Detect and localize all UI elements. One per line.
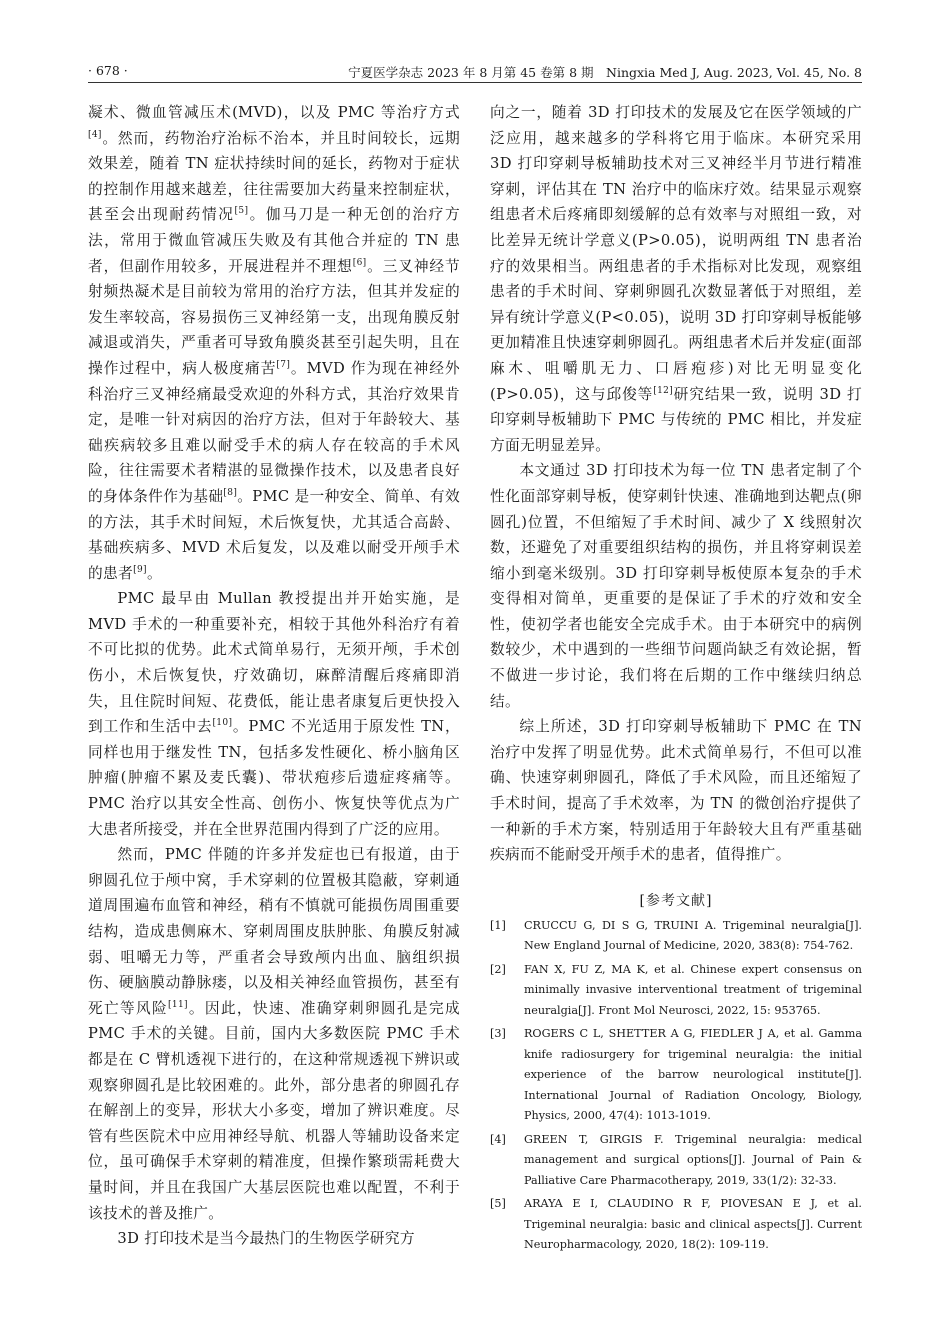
journal-citation: 宁夏医学杂志 2023 年 8 月第 45 卷第 8 期 Ningxia Med J, Aug. 2023, Vol. 45, No. 8 <box>348 65 862 80</box>
citation-ref: [5] <box>234 206 249 217</box>
reference-number: [1] <box>490 918 506 932</box>
reference-item <box>490 960 862 1022</box>
reference-text: GREEN T, GIRGIS F. Trigeminal neuralgia: medical management and surgical options[J]. Journal of Pain & Palliative Care Pharmacotherapy, 2019, 33(1/2): 32-33. <box>524 1132 862 1187</box>
paragraph: 本文通过 3D 打印技术为每一位 TN 患者定制了个性化面部穿刺导板，使穿刺针快速、准确地到达靶点(卵圆孔)位置，不但缩短了手术时间、减少了 X 线照射次数，还避免了对重要组织结构的损伤，并且将穿刺误差缩小到毫米级别。3D 打印穿刺导板使原本复杂的手术变得相对简单，更重要的是保证了手术的疗效和安全性，使初学者也能安全完成手术。由于本研究中的病例数较少，术中遇到的一些细节问题尚缺乏有效论据，暂不做进一步讨论，我们将在后期的工作中继续归纳总结。 <box>490 462 862 710</box>
reference-number: [5] <box>490 1197 506 1211</box>
reference-number: [3] <box>490 1027 506 1041</box>
paragraph: PMC 最早由 Mullan 教授提出并开始实施，是 MVD 手术的一种重要补充，相较于其他外科治疗有着不可比拟的优势。此术式简单易行，无须开颅，手术创伤小，术后恢复快，疗效确切，麻醉清醒后疼痛即消失，且住院时间短、花费低，能让患者康复后更快投入到工作和生活中去[10]。PMC 不光适用于原发性 TN，同样也用于继发性 TN，包括多发性硬化、桥小脑角区肿瘤(肿瘤不累及麦氏囊)、带状疱疹后遗症疼痛等。PMC 治疗以其安全性高、创伤小、恢复快等优点为广大患者所接受，并在全世界范围内得到了广泛的应用。 <box>88 590 460 838</box>
right-column <box>490 100 862 1259</box>
page-number: · 678 · <box>88 63 128 78</box>
reference-text: CRUCCU G, DI S G, TRUINI A. Trigeminal neuralgia[J]. New England Journal of Medicine, 2020, 383(8): 754-762. <box>524 918 862 953</box>
paragraph: 综上所述，3D 打印穿刺导板辅助下 PMC 在 TN 治疗中发挥了明显优势。此术式简单易行，不但可以准确、快速穿刺卵圆孔，降低了手术风险，而且还缩短了手术时间，提高了手术效率，为 TN 的微创治疗提供了一种新的手术方案，特别适用于年龄较大且有严重基础疾病而不能耐受开颅手术的患者，值得推广。 <box>490 718 862 864</box>
reference-item <box>490 1024 862 1127</box>
citation-ref: [11] <box>168 999 188 1010</box>
references-title: [参考文献] <box>639 892 713 909</box>
paragraph: 凝术、微血管减压术(MVD)，以及 PMC 等治疗方式[4]。然而，药物治疗治标不治本，并且时间较长，远期效果差，随着 TN 症状持续时间的延长，药物对于症状的控制作用越来越差，往往需要加大药量来控制症状，甚至会出现耐药情况[5]。伽马刀是一种无创的治疗方法，常用于微血管减压失败及有其他合并症的 TN 患者，但副作用较多，开展进程并不理想[6]。三叉神经节射频热凝术是目前较为常用的治疗方法，但其并发症的发生率较高，容易损伤三叉神经第一支，出现角膜反射减退或消失，严重者可导致角膜炎甚至引起失明，且在操作过程中，病人极度痛苦[7]。MVD 作为现在神经外科治疗三叉神经痛最受欢迎的外科方式，其治疗效果肯定，是唯一针对病因的治疗方法，但对于年龄较大、基础疾病较多且难以耐受手术的病人存在较高的手术风险，往往需要术者精湛的显微操作技术，以及患者良好的身体条件作为基础[8]。PMC 是一种安全、简单、有效的方法，其手术时间短，术后恢复快，尤其适合高龄、基础疾病多、MVD 术后复发，以及难以耐受开颅手术的患者[9]。 <box>88 104 460 582</box>
reference-text: ARAYA E I, CLAUDINO R F, PIOVESAN E J, et al. Trigeminal neuralgia: basic and clinical aspects[J]. Current Neuropharmacology, 2020, 18(2): 109-119. <box>524 1197 862 1252</box>
reference-item <box>490 1130 862 1192</box>
paragraph: 然而，PMC 伴随的许多并发症也已有报道，由于卵圆孔位于颅中窝，手术穿刺的位置极其隐蔽，穿刺通道周围遍布血管和神经，稍有不慎就可能损伤周围重要结构，造成患侧麻木、穿刺周围皮肤肿胀、角膜反射减弱、咀嚼无力等，严重者会导致颅内出血、脑组织损伤、硬脑膜动静脉瘘，以及相关神经血管损伤，甚至有死亡等风险[11]。因此，快速、准确穿刺卵圆孔是完成 PMC 手术的关键。目前，国内大多数医院 PMC 手术都是在 C 臂机透视下进行的，在这种常规透视下辨识或观察卵圆孔是比较困难的。此外，部分患者的卵圆孔存在解剖上的变异，形状大小多变，增加了辨识难度。尽管有些医院术中应用神经导航、机器人等辅助设备来定位，虽可确保手术穿刺的精准度，但操作繁琐需耗费大量时间，并且在我国广大基层医院也难以配置，不利于该技术的普及推广。 <box>88 846 460 1222</box>
reference-number: [2] <box>490 962 506 976</box>
reference-list <box>490 916 862 1256</box>
citation-ref: [8] <box>223 488 238 499</box>
paragraph: 向之一，随着 3D 打印技术的发展及它在医学领域的广泛应用，越来越多的学科将它用于临床。本研究采用 3D 打印穿刺导板辅助技术对三叉神经半月节进行精准穿刺，评估其在 TN 治疗中的临床疗效。结果显示观察组患者术后疼痛即刻缓解的总有效率与对照组一致，对比差异无统计学意义(P>0.05)，说明两组 TN 患者治疗的效果相当。两组患者的手术指标对比发现，观察组患者的手术时间、穿刺卵圆孔次数显著低于对照组，差异有统计学意义(P<0.05)，说明 3D 打印穿刺导板能够更加精准且快速穿刺卵圆孔。两组患者术后并发症(面部麻木、咀嚼肌无力、口唇疱疹)对比无明显变化(P>0.05)，这与邱俊等[12]研究结果一致，说明 3D 打印穿刺导板辅助下 PMC 与传统的 PMC 相比，并发症方面无明显差异。 <box>490 104 862 454</box>
paragraph: 3D 打印技术是当今最热门的生物医学研究方 <box>117 1230 415 1248</box>
left-column <box>88 100 460 1252</box>
reference-number: [4] <box>490 1132 506 1146</box>
citation-ref: [4] <box>88 129 102 140</box>
reference-text: FAN X, FU Z, MA K, et al. Chinese expert consensus on minimally invasive interventional treatment of trigeminal neuralgia[J]. Front Mol Neurosci, 2022, 15: 953765. <box>524 962 862 1017</box>
citation-ref: [12] <box>653 385 674 396</box>
citation-ref: [10] <box>212 718 233 729</box>
reference-item <box>490 1194 862 1256</box>
reference-item <box>490 916 862 957</box>
citation-ref: [6] <box>352 257 367 268</box>
running-header <box>88 60 862 83</box>
citation-ref: [7] <box>276 360 291 371</box>
reference-text: ROGERS C L, SHETTER A G, FIEDLER J A, et al. Gamma knife radiosurgery for trigeminal neuralgia: the initial experience of the barrow neurological institute[J]. International Journal of Radiation Oncology, Biology, Physics, 2000, 47(4): 1013-1019. <box>524 1027 862 1123</box>
citation-ref: [9] <box>133 564 147 575</box>
